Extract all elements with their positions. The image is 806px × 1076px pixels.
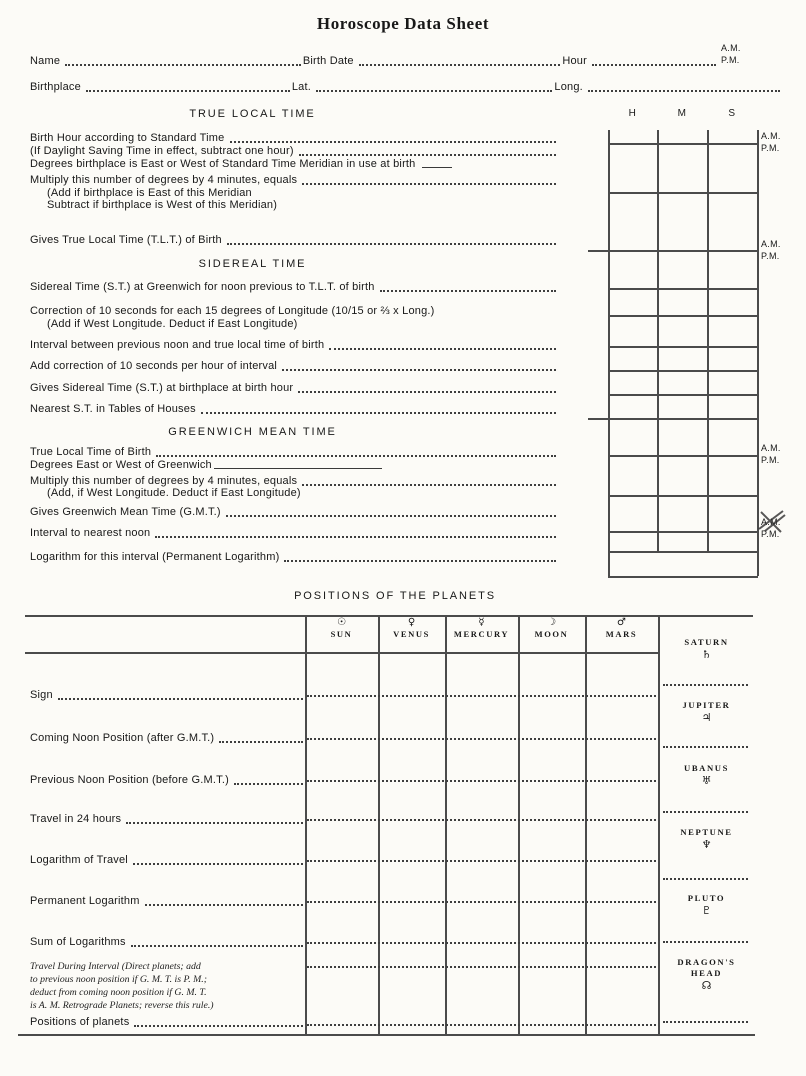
pm-label: P.M. (761, 142, 780, 153)
am-label: A.M. (761, 239, 781, 249)
grid-line (608, 455, 758, 457)
column-header-mercury: ☿ MERCURY (445, 617, 518, 640)
solid-answer-line (422, 167, 452, 168)
grid-line (608, 576, 758, 578)
form-row-label: Coming Noon Position (after G.M.T.) (30, 732, 215, 744)
form-row-label: Gives Greenwich Mean Time (G.M.T.) (30, 506, 221, 518)
pm-label: P.M. (761, 250, 780, 261)
grid-line (608, 288, 758, 290)
mercury-icon: ☿ (478, 617, 485, 628)
grid-line (608, 394, 758, 396)
dotted-answer-line (234, 783, 303, 785)
grid-line (608, 551, 758, 553)
form-row-label: Nearest S.T. in Tables of Houses (30, 403, 196, 415)
form-row-label: (If Daylight Saving Time in effect, subtract one hour) (30, 145, 294, 157)
dotted-answer-line (302, 484, 556, 486)
saturn-icon: ♄ (701, 648, 712, 661)
form-row (30, 234, 558, 247)
dotted-answer-line (380, 290, 556, 292)
form-row (30, 774, 305, 787)
dotted-answer-line (131, 945, 303, 947)
form-row (30, 158, 558, 171)
form-row-label: (Add if birthplace is East of this Meridian (47, 187, 252, 199)
form-row (30, 936, 305, 949)
table-border (18, 1034, 755, 1036)
form-row (30, 1016, 305, 1029)
dotted-answer-line (299, 154, 556, 156)
form-row (30, 487, 575, 500)
long-answer-line (588, 90, 780, 92)
grid-col-m: M (677, 108, 687, 119)
grid-line (608, 192, 758, 194)
dotted-answer-line (134, 1025, 303, 1027)
dotted-answer-line (307, 1024, 656, 1026)
pm-label: P.M. (761, 528, 780, 539)
sun-icon: ☉ (337, 617, 346, 628)
dotted-answer-line (284, 560, 556, 562)
form-row-label: Multiply this number of degrees by 4 minutes, equals (30, 475, 298, 487)
section-heading-sidereal-time: SIDEREAL TIME (198, 258, 307, 270)
form-row (30, 318, 575, 331)
form-row (30, 527, 558, 540)
birth-date-label: Birth Date (302, 55, 354, 67)
lat-answer-line (316, 90, 552, 92)
birth-date-answer-line (359, 64, 561, 66)
header-line-2 (30, 81, 782, 94)
section-heading-positions-of-planets: POSITIONS OF THE PLANETS (294, 590, 496, 602)
birthplace-label: Birthplace (30, 81, 81, 93)
form-row (30, 281, 558, 294)
jupiter-icon: ♃ (701, 711, 712, 724)
dotted-answer-line (230, 141, 557, 143)
form-row-label: (Add if West Longitude. Deduct if East Longitude) (47, 318, 298, 330)
neptune-icon: ♆ (701, 838, 712, 851)
dotted-answer-line (302, 183, 556, 185)
form-row (30, 689, 305, 702)
table-border (445, 615, 447, 1034)
form-row-label: True Local Time of Birth (30, 446, 152, 458)
name-label: Name (30, 55, 61, 67)
moon-icon: ☽ (547, 617, 556, 628)
form-row-label: Gives True Local Time (T.L.T.) of Birth (30, 234, 222, 246)
form-row (30, 403, 558, 416)
form-row (30, 174, 558, 187)
grid-line (608, 346, 758, 348)
outer-planet-dragons-head: DRAGON'S HEAD ☊ (658, 957, 755, 992)
dotted-answer-line (663, 878, 748, 880)
outer-planet-neptune: NEPTUNE ♆ (658, 827, 755, 851)
pm-label: P.M. (761, 454, 780, 465)
form-row-label: Add correction of 10 seconds per hour of interval (30, 360, 278, 372)
form-row-label: Permanent Logarithm (30, 895, 140, 907)
birthplace-answer-line (86, 90, 290, 92)
form-row-label: Birth Hour according to Standard Time (30, 132, 225, 144)
page-title: Horoscope Data Sheet (316, 14, 490, 33)
dotted-answer-line (329, 348, 556, 350)
dotted-answer-line (307, 901, 656, 903)
am-label: A.M. (761, 517, 781, 527)
form-row-label: Multiply this number of degrees by 4 minutes, equals (30, 174, 298, 186)
form-row (30, 813, 305, 826)
dotted-answer-line (133, 863, 303, 865)
form-row-label: Gives Sidereal Time (S.T.) at birthplace at birth hour (30, 382, 294, 394)
grid-col-s: S (728, 108, 736, 119)
table-border (585, 615, 587, 1034)
grid-line (608, 370, 758, 372)
form-row-label: Logarithm of Travel (30, 854, 128, 866)
travel-during-interval-note: Travel During Interval (Direct planets; add to previous noon position if G. M. T. is P. M.; deduct from coming noon position if G. M. T. is A. M. Retrograde Planets; reverse this rule.) (30, 961, 214, 1011)
dotted-answer-line (58, 698, 303, 700)
grid-line (608, 315, 758, 317)
grid-ampm-group (761, 131, 781, 154)
dotted-answer-line (201, 412, 556, 414)
table-border (378, 615, 380, 1034)
outer-planet-saturn: SATURN ♄ (658, 637, 755, 661)
form-row (30, 132, 558, 145)
dotted-answer-line (307, 819, 656, 821)
grid-line (608, 130, 610, 576)
pluto-icon: ♇ (701, 904, 712, 917)
grid-line (588, 418, 758, 420)
form-row-label: Degrees East or West of Greenwich (30, 459, 212, 471)
am-label: A.M. (761, 443, 781, 453)
form-row-label: Positions of planets (30, 1016, 130, 1028)
form-row-label: Interval to nearest noon (30, 527, 151, 539)
dotted-answer-line (663, 684, 748, 686)
form-row-label: Sum of Logarithms (30, 936, 126, 948)
form-row (30, 360, 558, 373)
hour-ampm-group (721, 43, 741, 66)
grid-col-h: H (628, 108, 637, 119)
grid-line (588, 250, 758, 252)
form-row (30, 506, 558, 519)
form-row (30, 459, 558, 472)
column-header-moon: ☽ MOON (518, 617, 585, 640)
grid-ampm-group (761, 239, 781, 262)
long-label: Long. (554, 81, 583, 93)
form-row (30, 446, 558, 459)
strike-marks (755, 507, 787, 535)
form-row-label: Interval between previous noon and true local time of birth (30, 339, 325, 351)
outer-planet-jupiter: JUPITER ♃ (658, 700, 755, 724)
dotted-answer-line (307, 738, 656, 740)
column-header-venus: ♀ VENUS (378, 617, 445, 640)
form-row (30, 305, 558, 318)
grid-line (608, 531, 758, 533)
form-row (30, 854, 305, 867)
uranus-icon: ♅ (701, 774, 712, 787)
form-row (30, 551, 558, 564)
header-line-1 (30, 55, 718, 68)
grid-ampm-group (761, 443, 781, 466)
dotted-answer-line (282, 369, 556, 371)
dotted-answer-line (663, 746, 748, 748)
hour-answer-line (592, 64, 716, 66)
form-row-label: Correction of 10 seconds for each 15 degrees of Longitude (10/15 or ⅔ x Long.) (30, 305, 435, 317)
table-border (25, 652, 658, 654)
outer-planet-pluto: PLUTO ♇ (658, 893, 755, 917)
form-row-label: Travel in 24 hours (30, 813, 122, 825)
column-header-sun: ☉ SUN (305, 617, 378, 640)
form-row-label: Degrees birthplace is East or West of Standard Time Meridian in use at birth (30, 158, 416, 170)
dotted-answer-line (226, 515, 556, 517)
solid-answer-line (214, 468, 382, 469)
pm-label: P.M. (721, 54, 740, 65)
dotted-answer-line (145, 904, 303, 906)
form-row (30, 895, 305, 908)
form-row (30, 382, 558, 395)
form-row (30, 339, 558, 352)
form-row-label: Sign (30, 689, 53, 701)
dotted-answer-line (156, 455, 556, 457)
grid-line (608, 495, 758, 497)
dotted-answer-line (227, 243, 556, 245)
dotted-answer-line (307, 860, 656, 862)
dotted-answer-line (155, 536, 556, 538)
dotted-answer-line (307, 780, 656, 782)
dragons-head-icon: ☊ (701, 979, 712, 992)
table-border (518, 615, 520, 1034)
hour-label: Hour (562, 55, 587, 67)
form-row (30, 199, 575, 212)
lat-label: Lat. (291, 81, 311, 93)
dotted-answer-line (307, 966, 656, 968)
form-row (30, 145, 558, 158)
dotted-answer-line (663, 941, 748, 943)
am-label: A.M. (761, 131, 781, 141)
name-answer-line (65, 64, 301, 66)
am-label: A.M. (721, 43, 741, 53)
dotted-answer-line (663, 1021, 748, 1023)
form-row-label: Subtract if birthplace is West of this Meridian) (47, 199, 278, 211)
outer-planet-uranus: UBANUS ♅ (658, 763, 755, 787)
venus-icon: ♀ (407, 617, 416, 628)
form-row-label: Logarithm for this interval (Permanent Logarithm) (30, 551, 280, 563)
form-row (30, 732, 305, 745)
form-row-label: (Add, if West Longitude. Deduct if East Longitude) (47, 487, 301, 499)
grid-line (608, 143, 758, 145)
dotted-answer-line (307, 695, 656, 697)
section-heading-greenwich-mean-time: GREENWICH MEAN TIME (168, 426, 337, 438)
dotted-answer-line (126, 822, 303, 824)
dotted-answer-line (219, 741, 303, 743)
form-row-label: Sidereal Time (S.T.) at Greenwich for noon previous to T.L.T. of birth (30, 281, 375, 293)
dotted-answer-line (663, 811, 748, 813)
section-heading-true-local-time: TRUE LOCAL TIME (189, 108, 316, 120)
dotted-answer-line (298, 391, 556, 393)
form-row-label: Previous Noon Position (before G.M.T.) (30, 774, 229, 786)
column-header-mars: ♂ MARS (585, 617, 658, 640)
dotted-answer-line (307, 942, 656, 944)
mars-icon: ♂ (617, 617, 626, 628)
